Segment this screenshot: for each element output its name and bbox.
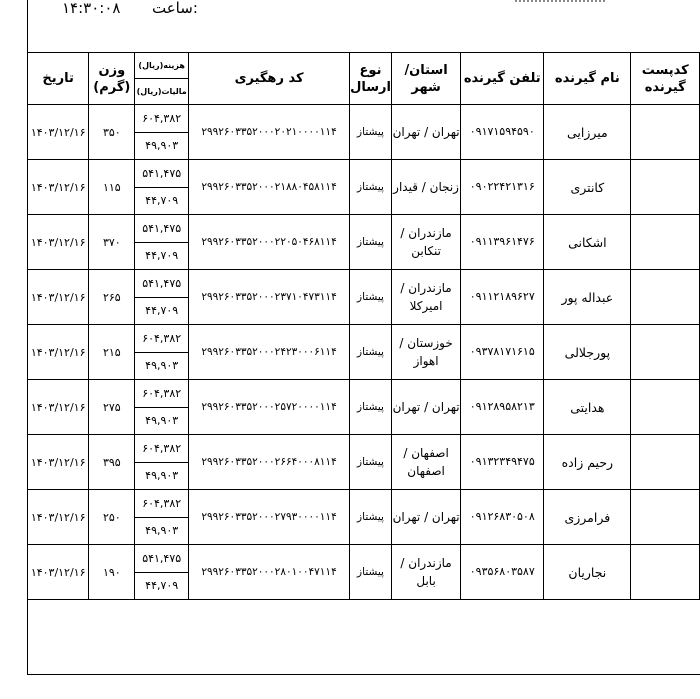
cell-name: فرامرزی [544,490,631,545]
cell-city: مازندران / بابل [391,545,460,600]
cell-date: ۱۴۰۳/۱۲/۱۶ [28,545,89,600]
cell-city: تهران / تهران [391,105,460,160]
cell-name: کانتری [544,160,631,215]
header-cost [135,53,189,105]
cell-name: نجاریان [544,545,631,600]
cell-date: ۱۴۰۳/۱۲/۱۶ [28,270,89,325]
cell-weight: ۱۱۵ [89,160,135,215]
cell-tracking: ۲۹۹۲۶۰۳۳۵۲۰۰۰۲۴۲۳۰۰۰۶۱۱۴ [189,325,350,380]
cell-name: عبداله پور [544,270,631,325]
cell-date: ۱۴۰۳/۱۲/۱۶ [28,105,89,160]
cell-tax-value: ۴۹,۹۰۳ [145,414,179,428]
cell-phone: ۰۹۱۲۶۸۳۰۵۰۸ [461,490,544,545]
cell-date: ۱۴۰۳/۱۲/۱۶ [28,160,89,215]
cell-postcode [631,270,700,325]
header-date: تاریخ [28,53,89,105]
cell-phone: ۰۹۱۱۳۹۶۱۴۷۶ [461,215,544,270]
cell-weight: ۳۹۵ [89,435,135,490]
cell-cost-value: ۵۴۱,۴۷۵ [135,215,188,243]
cell-tax-value: ۴۴,۷۰۹ [145,304,179,318]
cell-cost [135,105,189,160]
cell-weight: ۱۹۰ [89,545,135,600]
cell-name: هدایتی [544,380,631,435]
cell-send-type: پیشتاز [350,435,392,490]
cell-send-type: پیشتاز [350,380,392,435]
header-weight: وزن (گرم) [89,53,135,105]
cell-date: ۱۴۰۳/۱۲/۱۶ [28,325,89,380]
header-postcode: کدپست گیرنده [631,53,700,105]
cell-send-type: پیشتاز [350,215,392,270]
table-row [28,545,700,600]
table-row [28,270,700,325]
cell-postcode [631,435,700,490]
cell-postcode [631,545,700,600]
cell-postcode [631,380,700,435]
header-cost-label: هزینه(ریال) [135,53,188,79]
cell-postcode [631,105,700,160]
cell-tracking: ۲۹۹۲۶۰۳۳۵۲۰۰۰۲۷۹۳۰۰۰۰۱۱۴ [189,490,350,545]
header-phone: تلفن گیرنده [461,53,544,105]
cell-phone: ۰۹۰۲۲۴۲۱۳۱۶ [461,160,544,215]
time-label: ساعت: [152,0,198,17]
cell-tracking: ۲۹۹۲۶۰۳۳۵۲۰۰۰۲۵۷۲۰۰۰۰۱۱۴ [189,380,350,435]
cell-cost [135,545,189,600]
cell-cost-value: ۶۰۴,۳۸۲ [135,490,188,518]
table-row [28,160,700,215]
cell-weight: ۲۵۰ [89,490,135,545]
cell-cost [135,215,189,270]
cell-city: تهران / تهران [391,490,460,545]
cell-name: پورجلالی [544,325,631,380]
cell-cost [135,270,189,325]
cell-weight: ۳۷۰ [89,215,135,270]
cell-city: زنجان / قیدار [391,160,460,215]
cell-send-type: پیشتاز [350,270,392,325]
cell-city: اصفهان / اصفهان [391,435,460,490]
time-value: ۱۴:۳۰:۰۸ [62,0,121,17]
cell-phone: ۰۹۱۱۲۱۸۹۶۲۷ [461,270,544,325]
table-row [28,380,700,435]
cell-cost-value: ۶۰۴,۳۸۲ [135,435,188,463]
table-row [28,215,700,270]
cell-tax-value: ۴۹,۹۰۳ [145,139,179,153]
cell-phone: ۰۹۳۵۶۸۰۳۵۸۷ [461,545,544,600]
cell-date: ۱۴۰۳/۱۲/۱۶ [28,215,89,270]
table-header-row [28,53,700,105]
cell-send-type: پیشتاز [350,105,392,160]
cell-cost-value: ۶۰۴,۳۸۲ [135,105,188,133]
cell-tracking: ۲۹۹۲۶۰۳۳۵۲۰۰۰۲۱۸۸۰۴۵۸۱۱۴ [189,160,350,215]
cell-postcode [631,490,700,545]
table-row [28,435,700,490]
cell-phone: ۰۹۱۲۸۹۵۸۲۱۳ [461,380,544,435]
cell-cost [135,435,189,490]
shipments-table [27,52,700,600]
cell-weight: ۳۵۰ [89,105,135,160]
cell-name: رحیم زاده [544,435,631,490]
cell-city: مازندران / تنکابن [391,215,460,270]
cell-weight: ۲۷۵ [89,380,135,435]
cell-tracking: ۲۹۹۲۶۰۳۳۵۲۰۰۰۲۸۰۱۰۰۴۷۱۱۴ [189,545,350,600]
cell-cost-value: ۶۰۴,۳۸۲ [135,325,188,353]
cell-cost-value: ۵۴۱,۴۷۵ [135,270,188,298]
cell-postcode [631,160,700,215]
cell-name: میرزایی [544,105,631,160]
header-province-city: استان/ شهر [391,53,460,105]
cell-weight: ۲۱۵ [89,325,135,380]
cell-tracking: ۲۹۹۲۶۰۳۳۵۲۰۰۰۲۶۶۴۰۰۰۸۱۱۴ [189,435,350,490]
cell-date: ۱۴۰۳/۱۲/۱۶ [28,380,89,435]
cell-tax-value: ۴۹,۹۰۳ [145,469,179,483]
cell-send-type: پیشتاز [350,545,392,600]
cell-send-type: پیشتاز [350,490,392,545]
cell-phone: ۰۹۱۷۱۵۹۴۵۹۰ [461,105,544,160]
cell-cost-value: ۵۴۱,۴۷۵ [135,160,188,188]
cell-cost [135,160,189,215]
cell-tax-value: ۴۴,۷۰۹ [145,579,179,593]
cell-phone: ۰۹۱۳۲۳۴۹۴۷۵ [461,435,544,490]
table-row [28,325,700,380]
cell-cost-value: ۶۰۴,۳۸۲ [135,380,188,408]
cell-city: مازندران / امیرکلا [391,270,460,325]
cell-phone: ۰۹۳۷۸۱۷۱۶۱۵ [461,325,544,380]
cell-cost [135,490,189,545]
cell-tax-value: ۴۴,۷۰۹ [145,194,179,208]
top-divider [515,0,605,5]
cell-tracking: ۲۹۹۲۶۰۳۳۵۲۰۰۰۲۰۲۱۰۰۰۰۱۱۴ [189,105,350,160]
cell-city: خوزستان / اهواز [391,325,460,380]
cell-weight: ۲۶۵ [89,270,135,325]
cell-cost [135,380,189,435]
header-name: نام گیرنده [544,53,631,105]
table-row [28,490,700,545]
cell-tax-value: ۴۹,۹۰۳ [145,359,179,373]
cell-city: تهران / تهران [391,380,460,435]
header-tracking: کد رهگیری [189,53,350,105]
cell-tax-value: ۴۹,۹۰۳ [145,524,179,538]
cell-send-type: پیشتاز [350,325,392,380]
cell-cost [135,325,189,380]
cell-tracking: ۲۹۹۲۶۰۳۳۵۲۰۰۰۲۳۷۱۰۴۷۳۱۱۴ [189,270,350,325]
cell-cost-value: ۵۴۱,۴۷۵ [135,545,188,573]
cell-postcode [631,325,700,380]
cell-postcode [631,215,700,270]
cell-tracking: ۲۹۹۲۶۰۳۳۵۲۰۰۰۲۲۰۵۰۴۶۸۱۱۴ [189,215,350,270]
header-tax-label: مالیات(ریال) [136,87,187,96]
cell-tax-value: ۴۴,۷۰۹ [145,249,179,263]
header-send-type: نوع ارسال [350,53,392,105]
cell-name: اشکانی [544,215,631,270]
cell-send-type: پیشتاز [350,160,392,215]
cell-date: ۱۴۰۳/۱۲/۱۶ [28,435,89,490]
table-row [28,105,700,160]
cell-date: ۱۴۰۳/۱۲/۱۶ [28,490,89,545]
